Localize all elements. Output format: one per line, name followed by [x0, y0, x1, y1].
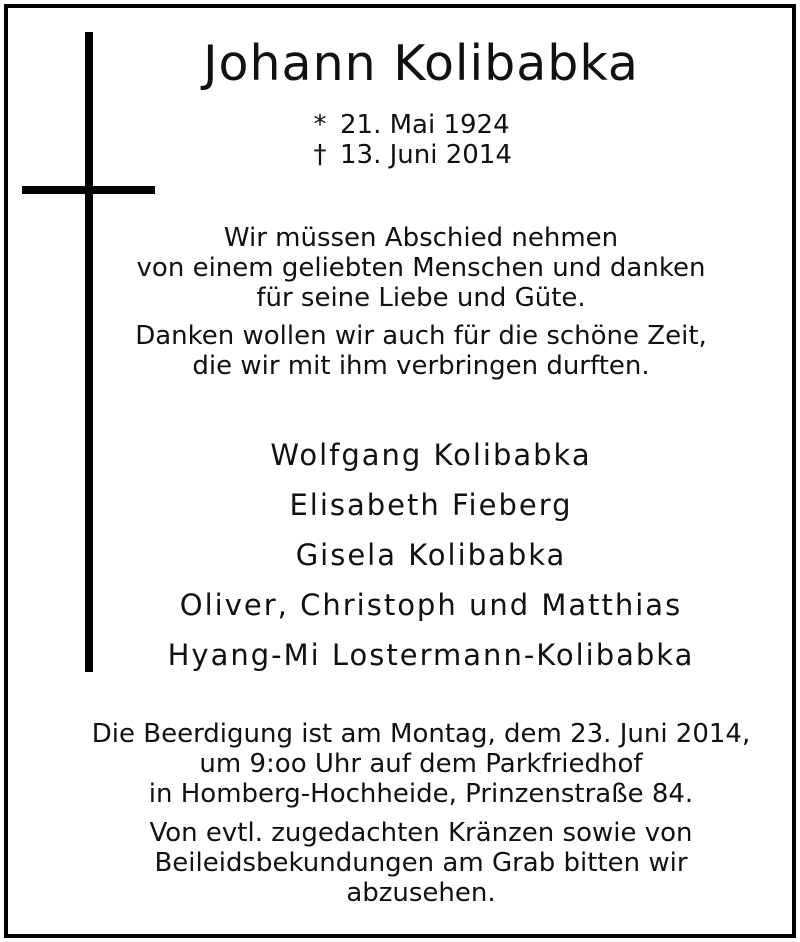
message-line: für seine Liebe und Güte.: [256, 283, 586, 313]
cross-horizontal-bar: [22, 186, 155, 194]
condolence-note: [0, 818, 800, 908]
birth-star-icon: *: [313, 110, 327, 140]
note-line: Von evtl. zugedachten Kränzen sowie von: [149, 818, 693, 848]
mourners-list: [0, 430, 800, 680]
funeral-info: [0, 719, 800, 809]
message-line: die wir mit ihm verbringen durften.: [192, 351, 650, 381]
birth-row: [300, 110, 512, 140]
death-date: 13. Juni 2014: [340, 140, 512, 170]
birth-date: 21. Mai 1924: [340, 110, 510, 140]
funeral-line: Die Beerdigung ist am Montag, dem 23. Juni 2014,: [91, 719, 751, 749]
mourner-name: Hyang-Mi Lostermann-Kolibabka: [167, 638, 695, 672]
life-dates: [300, 110, 512, 170]
farewell-message: [0, 223, 800, 313]
mourner-name: Wolfgang Kolibabka: [270, 438, 592, 472]
message-line: Danken wollen wir auch für die schöne Zeit,: [135, 321, 707, 351]
death-row: [300, 140, 512, 170]
message-line: von einem geliebten Menschen und danken: [136, 253, 706, 283]
mourner-name: Oliver, Christoph und Matthias: [179, 588, 683, 622]
death-cross-icon: †: [313, 140, 327, 170]
mourner-name: Gisela Kolibabka: [295, 538, 567, 572]
thanks-message: [0, 321, 800, 381]
mourner-name: Elisabeth Fieberg: [289, 488, 573, 522]
note-line: abzusehen.: [346, 878, 496, 908]
funeral-line: in Homberg-Hochheide, Prinzenstraße 84.: [148, 779, 694, 809]
funeral-line: um 9:oo Uhr auf dem Parkfriedhof: [199, 749, 643, 779]
note-line: Beileidsbekundungen am Grab bitten wir: [154, 848, 688, 878]
deceased-name: Johann Kolibabka: [203, 35, 639, 92]
message-line: Wir müssen Abschied nehmen: [223, 223, 619, 253]
